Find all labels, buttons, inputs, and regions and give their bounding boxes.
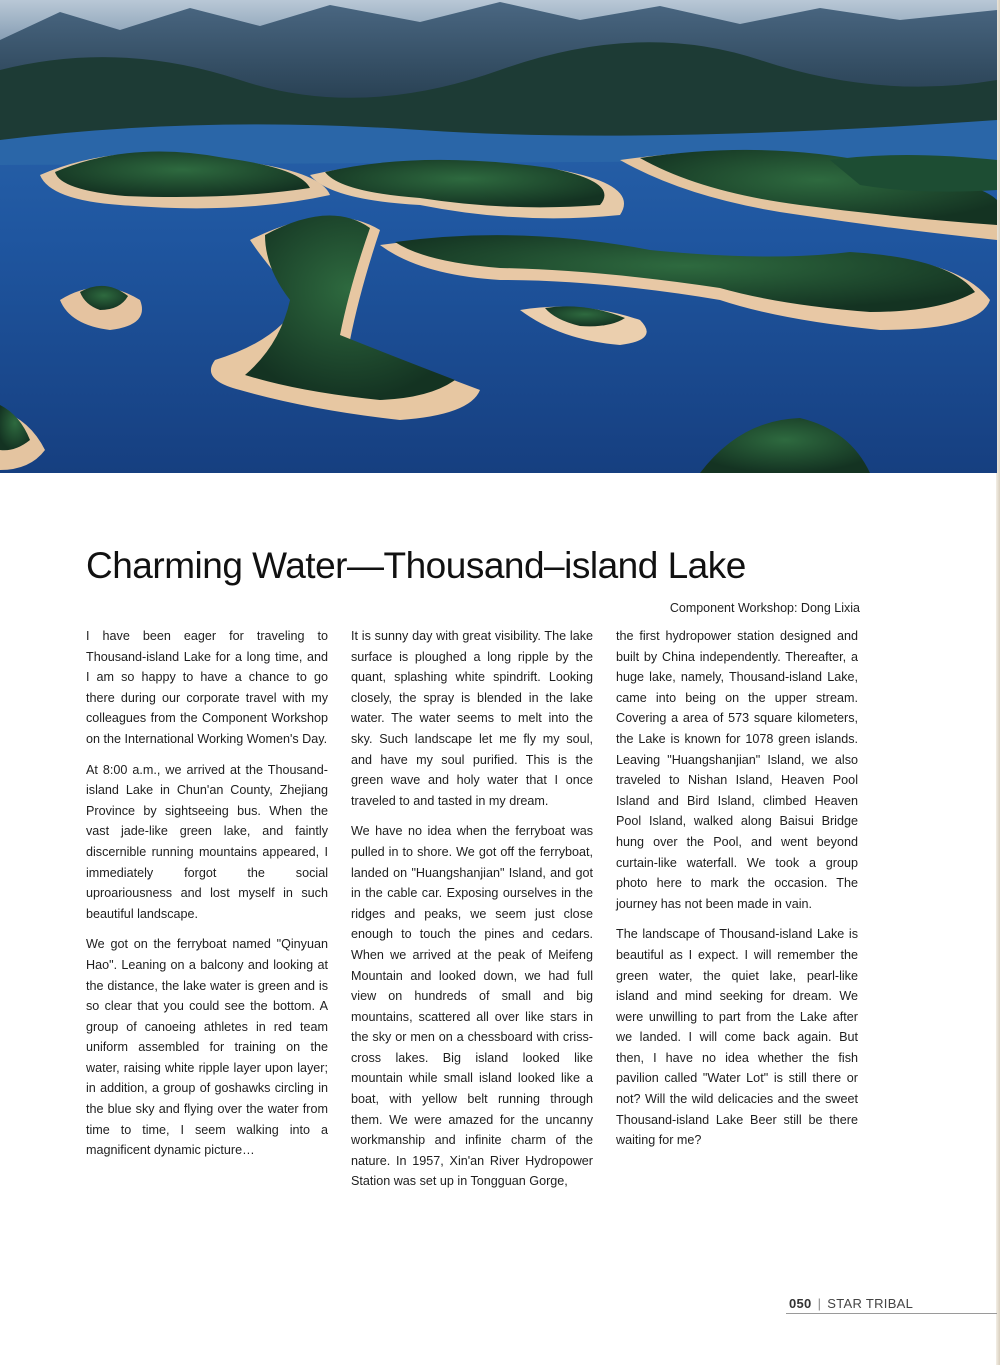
hero-photo-thousand-island-lake <box>0 0 997 473</box>
article-title: Charming Water—Thousand–island Lake <box>86 544 746 586</box>
paragraph: The landscape of Thousand-island Lake is beautiful as I expect. I will remember the green water, the quiet lake, pearl-like island and mind seeking for dream. We were unwilling to part from the Lake after we landed. I will come back again. But then, I have no idea whether the fish pavilion called "Water Lot" is still there or not? Will the wild delicacies and the sweet Thousand-island Lake Beer still be there waiting for me? <box>616 927 858 1148</box>
article-byline: Component Workshop: Dong Lixia <box>669 601 860 615</box>
article-column-1 <box>86 626 328 1171</box>
footer-rule <box>786 1313 997 1314</box>
page-number: 050 <box>789 1296 812 1311</box>
paragraph: We have no idea when the ferryboat was pulled in to shore. We got off the ferryboat, landed on "Huangshanjian" Island, and got in the cable car. Exposing ourselves in the ridges and peaks, we seem just close enough to touch the pines and cedars. When we arrived at the peak of Meifeng Mountain and looked down, we had full view on hundreds of small and big mountains, scattered all over like stars in the sky or men on a chessboard with criss-cross lakes. Big island looked like mountain while small island looked like a boat, with yellow belt running through them. We were amazed for the uncanny workmanship and infinite charm of the nature. In 1957, Xin'an River Hydropower Station was set up in Tongguan Gorge, <box>351 824 593 1189</box>
page-footer <box>789 1296 913 1311</box>
paragraph: the first hydropower station designed and built by China independently. Thereafter, a huge lake, namely, Thousand-island Lake, came into being on the upper stream. Covering a area of 573 square kilometers, the Lake is known for 1078 green islands. Leaving "Huangshanjian" Island, we also traveled to Nishan Island, Heaven Pool Island and Bird Island, climbed Heaven Pool Island, walked along Baisui Bridge hung over the Pool, and went beyond curtain-like waterfall. We took a group photo here to mark the occasion. The journey has not been made in vain. <box>616 629 858 911</box>
footer-separator: | <box>817 1296 822 1311</box>
paragraph: It is sunny day with great visibility. The lake surface is ploughed a long ripple by the quant, splashing white spindrift. Looking closely, the spray is blended in the lake water. The water seems to melt into the sky. Such landscape let me fly my soul, and have my soul purified. This is the green wave and holy water that I once traveled to and tasted in my dream. <box>351 629 593 808</box>
paragraph: At 8:00 a.m., we arrived at the Thousand-island Lake in Chun'an County, Zhejiang Province by sightseeing bus. When the vast jade-like green lake, and faintly discernible running mountains appeared, I immediately forgot the social uproariousness and lost myself in such beautiful landscape. <box>86 762 328 921</box>
paragraph: I have been eager for traveling to Thousand-island Lake for a long time, and I am so happy to have a chance to go there during our corporate travel with my colleagues from the Component Workshop on the International Working Women's Day. <box>86 629 328 746</box>
article-column-2 <box>351 626 593 1202</box>
magazine-name: STAR TRIBAL <box>827 1296 914 1311</box>
article-column-3 <box>616 626 858 1161</box>
paragraph: We got on the ferryboat named "Qinyuan Hao". Leaning on a balcony and looking at the distance, the lake water is green and is so clear that you could see the bottom. A group of canoeing athletes in red team uniform assembled for training on the water, raising white ripple layer upon layer; in addition, a group of goshawks circling in the blue sky and flying over the water from time to time, I seem walking into a magnificent dynamic picture… <box>86 937 328 1158</box>
